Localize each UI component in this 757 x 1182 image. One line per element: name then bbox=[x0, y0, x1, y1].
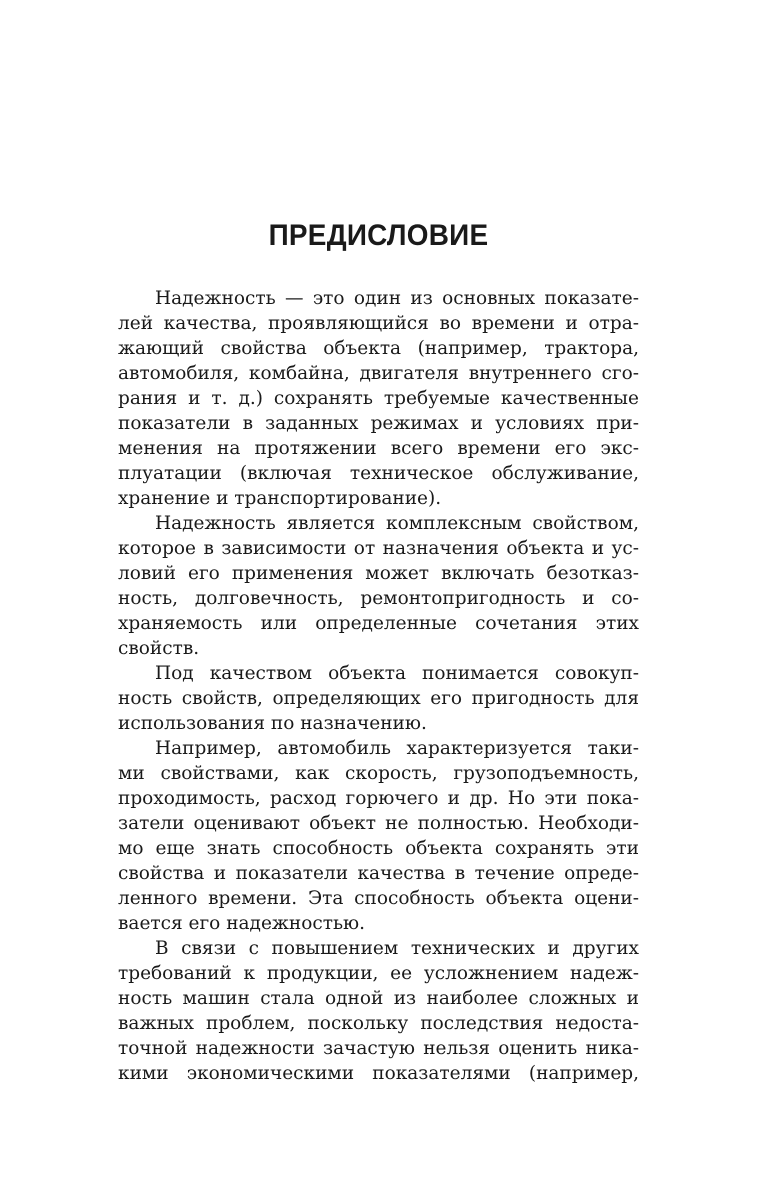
text-line: использования по назначению. bbox=[118, 713, 427, 734]
text-line: важных проблем, поскольку последствия недоста- bbox=[118, 1013, 639, 1034]
text-line: показатели в заданных режимах и условиях при- bbox=[118, 413, 639, 434]
text-line: менения на протяжении всего времени его экс- bbox=[118, 438, 639, 459]
text-line: проходимость, расход горючего и др. Но эти пока- bbox=[118, 788, 639, 809]
text-line: рания и т. д.) сохранять требуемые качественные bbox=[118, 388, 639, 409]
text-line: свойств. bbox=[118, 638, 200, 659]
text-line: лей качества, проявляющийся во времени и отра- bbox=[118, 313, 639, 334]
text-line: мо еще знать способность объекта сохранять эти bbox=[118, 838, 639, 859]
text-line: жающий свойства объекта (например, трактора, bbox=[118, 338, 639, 359]
text-line: Например, автомобиль характеризуется таки- bbox=[155, 738, 639, 759]
text-line: храняемость или определенные сочетания этих bbox=[118, 613, 639, 634]
text-line: Надежность — это один из основных показате- bbox=[155, 288, 639, 309]
text-line: автомобиля, комбайна, двигателя внутреннего сго- bbox=[118, 363, 639, 384]
text-line: В связи с повышением технических и других bbox=[155, 938, 639, 959]
text-line: затели оценивают объект не полностью. Необходи- bbox=[118, 813, 639, 834]
text-line: ленного времени. Эта способность объекта оцени- bbox=[118, 888, 639, 909]
text-line: вается его надежностью. bbox=[118, 913, 366, 934]
text-line: Надежность является комплексным свойством, bbox=[155, 513, 639, 534]
text-line: кими экономическими показателями (например, bbox=[118, 1063, 639, 1084]
text-line: которое в зависимости от назначения объекта и ус- bbox=[118, 538, 639, 559]
page-title: ПРЕДИСЛОВИЕ bbox=[268, 219, 489, 252]
text-line: плуатации (включая техническое обслуживание, bbox=[118, 463, 639, 484]
text-line: точной надежности зачастую нельзя оценить ника- bbox=[118, 1038, 639, 1059]
text-line: ловий его применения может включать безотказ- bbox=[118, 563, 639, 584]
text-line: свойства и показатели качества в течение опреде- bbox=[118, 863, 639, 884]
text-line: требований к продукции, ее усложнением надеж- bbox=[118, 963, 639, 984]
text-line: Под качеством объекта понимается совокуп- bbox=[155, 663, 639, 684]
text-line: ность, долговечность, ремонтопригодность и со- bbox=[118, 588, 639, 609]
text-line: ми свойствами, как скорость, грузоподъемность, bbox=[118, 763, 639, 784]
text-line: хранение и транспортирование). bbox=[118, 488, 442, 509]
text-line: ность свойств, определяющих его пригодность для bbox=[118, 688, 639, 709]
text-line: ность машин стала одной из наиболее сложных и bbox=[118, 988, 639, 1009]
